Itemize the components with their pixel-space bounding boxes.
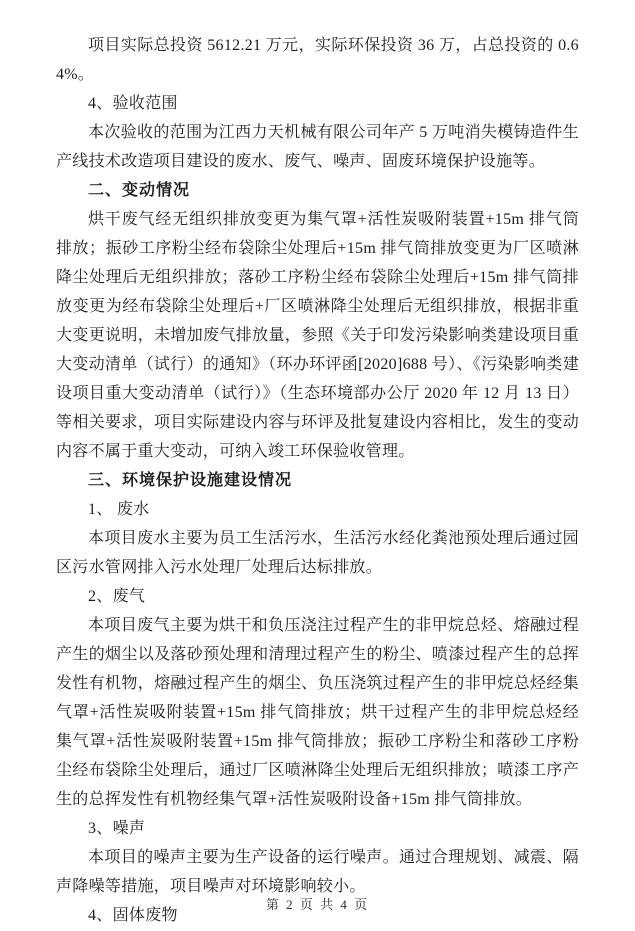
paragraph: 3、噪声 <box>88 820 146 837</box>
paragraph: 4、固体废物 <box>88 907 178 924</box>
paragraph: 本项目废水主要为员工生活污水，生活污水经化粪池预处理后通过园区污水管网排入污水处理厂处理后达标排放。 <box>56 530 579 576</box>
paragraph: 本次验收的范围为江西力天机械有限公司年产 5 万吨消失模铸造件生产线技术改造项目建设的废水、废气、噪声、固废环境保护设施等。 <box>56 124 579 170</box>
paragraph: 2、废气 <box>88 588 146 605</box>
section-heading: 三、环境保护设施建设情况 <box>88 472 293 489</box>
document-body <box>56 31 579 930</box>
paragraph: 本项目的噪声主要为生产设备的运行噪声。通过合理规划、减震、隔声降噪等措施，项目噪声对环境影响较小。 <box>56 849 579 895</box>
paragraph: 本项目废气主要为烘干和负压浇注过程产生的非甲烷总烃、熔融过程产生的烟尘以及落砂预处理和清理过程产生的粉尘、喷漆过程产生的总挥发性有机物，熔融过程产生的烟尘、负压浇筑过程产生的非甲烷总烃经集气罩+活性炭吸附装置+15m 排气筒排放；烘干过程产生的非甲烷总烃经集气罩+活性炭吸附装置+15m 排气筒排放；振砂工序粉尘和落砂工序粉尘经布袋除尘处理后，通过厂区喷淋降尘处理后无组织排放；喷漆工序产生的总挥发性有机物经集气罩+活性炭吸附设备+15m 排气筒排放。 <box>56 617 579 808</box>
paragraph: 1、 废水 <box>88 501 150 518</box>
paragraph: 项目实际总投资 5612.21 万元，实际环保投资 36 万，占总投资的 0.64%。 <box>56 37 579 83</box>
page-footer: 第 2 页 共 4 页 <box>265 897 370 912</box>
paragraph: 4、验收范围 <box>88 95 178 112</box>
paragraph: 烘干废气经无组织排放变更为集气罩+活性炭吸附装置+15m 排气筒排放；振砂工序粉尘经布袋除尘处理后+15m 排气筒排放变更为厂区喷淋降尘处理后无组织排放；落砂工序粉尘经布袋除尘处理后+15m 排气筒排放变更为经布袋除尘处理后+厂区喷淋降尘处理后无组织排放，根据非重大变更说明，未增加废气排放量，参照《关于印发污染影响类建设项目重大变动清单（试行）的通知》（环办环评函[2020]688 号）、《污染影响类建设项目重大变动清单（试行）》（生态环境部办公厅 2020 年 12 月 13 日）等相关要求，项目实际建设内容与环评及批复建设内容相比，发生的变动内容不属于重大变动，可纳入竣工环保验收管理。 <box>56 211 579 460</box>
section-heading: 二、变动情况 <box>88 182 191 199</box>
